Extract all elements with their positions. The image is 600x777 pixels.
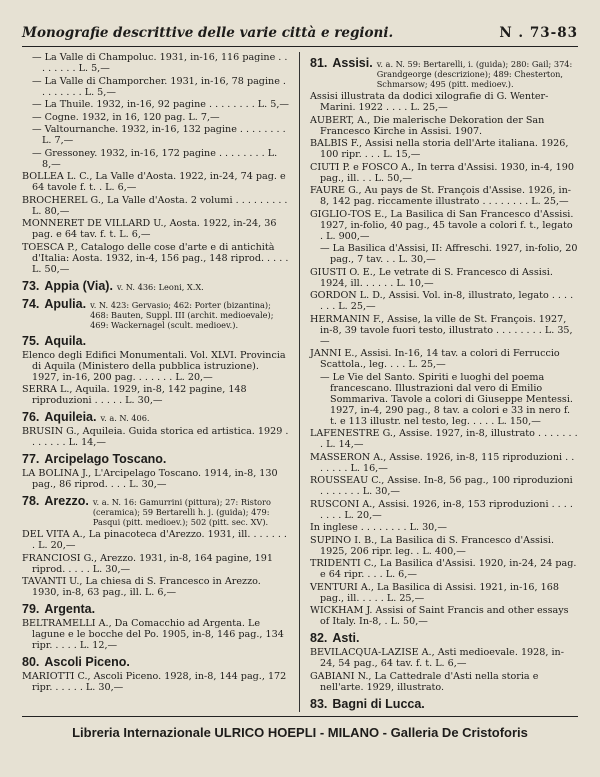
header-number-range: N . 73-83 (499, 25, 578, 41)
catalog-entry: WICKHAM J. Assisi of Saint Francis and other essays of Italy. In-8, . L. 50,— (310, 605, 569, 627)
catalog-entry: — Cogne. 1932, in 16, 120 pag. L. 7,— (32, 111, 220, 123)
section-82-entries (310, 647, 578, 693)
catalog-entry: — Gressoney. 1932, in-16, 172 pagine . . . . . . . . L. 8,— (32, 147, 278, 170)
catalog-entry: FAURE G., Au pays de St. François d'Assise. 1926, in-8, 142 pag. riccamente illustrato . . . . . . . . L. 25,— (310, 185, 572, 207)
section-73-heading (22, 279, 289, 293)
section-80-heading (22, 655, 289, 669)
section-name: Arezzo. (44, 494, 89, 508)
section-crossref: v. N. 436: Leoni, X.X. (116, 281, 204, 292)
section-number: 74. (22, 296, 40, 311)
section-81-heading (310, 56, 578, 89)
section-76-heading (22, 410, 289, 424)
section-75-entries (22, 350, 289, 407)
section-number: 79. (22, 602, 40, 616)
section-number: 80. (22, 655, 40, 669)
catalog-entry: BELTRAMELLI A., Da Comacchio ad Argenta. Le lagune e le bocche del Po. 1905, in-8, 146 pag., 134 ripr. . . . . L. 12,— (22, 618, 284, 651)
section-number: 82. (310, 631, 328, 645)
section-83-heading (310, 697, 578, 711)
section-name: Assisi. (332, 56, 373, 70)
catalog-entry: Elenco degli Edifici Monumentali. Vol. XLVI. Provincia di Aquila (Ministero della pubblica istruzione). 1927, in-16, 200 pag. . . . . . . L. 20,— (22, 349, 286, 383)
section-name: Aquila. (44, 333, 87, 348)
catalog-entry: BRUSIN G., Aquileia. Guida storica ed artistica. 1929 . . . . . . . L. 14,— (22, 426, 289, 448)
header-title: Monografie descrittive delle varie città e regioni. (22, 25, 394, 41)
section-name: Asti. (332, 631, 360, 645)
section-80-entries (22, 671, 289, 693)
catalog-entry: JANNI E., Assisi. In-16, 14 tav. a colori di Ferruccio Scattola., leg. . . . L. 25,— (310, 348, 560, 370)
footer-text: Libreria Internazionale ULRICO HOEPLI - MILANO - Galleria De Cristoforis (72, 724, 528, 740)
catalog-entry: VENTURI A., La Basilica di Assisi. 1921, in-16, 168 pag., ill. . . . . L. 25,— (310, 581, 559, 604)
catalog-entry: TAVANTI U., La chiesa di S. Francesco in Arezzo. 1930, in-8, 63 pag., ill. L. 6,— (22, 576, 261, 598)
catalog-entry: DEL VITA A., La pinacoteca d'Arezzo. 1931, ill. . . . . . . . L. 20,— (22, 529, 287, 551)
catalog-entry: — La Basilica d'Assisi, II: Affreschi. 1927, in-folio, 20 pag., 7 tav. . . L. 30,— (320, 243, 578, 265)
two-column-body (22, 52, 578, 712)
catalog-entry: GIGLIO-TOS E., La Basilica di San Francesco d'Assisi. 1927, in-folio, 40 pag., 45 tavole a colori f. t., legato . L. 900,— (310, 208, 574, 242)
catalog-entry: GORDON L. D., Assisi. Vol. in-8, illustrato, legato . . . . . . . L. 25,— (310, 290, 574, 312)
section-crossref: v. a. N. 406. (100, 413, 150, 423)
catalog-entry: BEVILACQUA-LAZISE A., Asti medioevale. 1928, in-24, 54 pag., 64 tav. f. t. L. 6,— (310, 647, 564, 669)
catalog-entry: LA BOLINA J., L'Arcipelago Toscano. 1914, in-8, 130 pag., 86 riprod. . . . L. 30,— (22, 468, 278, 490)
catalog-entry: BOLLEA L. C., La Valle d'Aosta. 1922, in-24, 74 pag. e 64 tavole f. t. . L. 6,— (22, 171, 286, 193)
catalog-entry: RUSCONI A., Assisi. 1926, in-8, 153 riproduzioni . . . . . . . . L. 20,— (310, 498, 573, 521)
section-crossref: v. a. N. 16: Gamurrini (pittura); 27: Ristoro (ceramica); 59 Bertarelli h. j. (guida); 479: Pasqui (pitt. medioev.); 502 (pitt. sec. XV). (92, 497, 271, 527)
catalog-entry: — La Valle di Champorcher. 1931, in-16, 78 pagine . . . . . . . . L. 5,— (32, 75, 286, 98)
catalog-entry: In inglese . . . . . . . . L. 30,— (310, 522, 447, 533)
section-name: Appia (Via). (44, 278, 113, 293)
catalog-entry: — Le Vie del Santo. Spiriti e luoghi del poema francescano. Illustrazioni dal vero di Emilio Sommariva. Tavole a colori di Giuseppe Mentessi. 1927, in-4, 290 pag., 8 tav. a colori e 33 in nero f. t. e 113 illustr. nel testo, leg. . . . . L. 150,— (320, 371, 573, 427)
section-79-entries (22, 618, 289, 651)
aosta-continued-list (22, 52, 289, 275)
catalog-entry: GABIANI N., La Cattedrale d'Asti nella storia e nell'arte. 1929, illustrato. (310, 670, 539, 693)
section-name: Bagni di Lucca. (332, 696, 425, 711)
section-81-entries (310, 91, 578, 627)
catalog-entry: BALBIS F., Assisi nella storia dell'Arte italiana. 1926, 100 ripr. . . . L. 15,— (310, 138, 569, 160)
section-75-heading (22, 334, 289, 348)
section-number: 81. (310, 56, 328, 70)
section-name: Argenta. (44, 602, 96, 616)
section-number: 83. (310, 696, 328, 711)
catalog-entry: BROCHEREL G., La Valle d'Aosta. 2 volumi . . . . . . . . . L. 80,— (22, 194, 288, 217)
section-78-entries (22, 529, 289, 598)
catalog-entry: Assisi illustrata da dodici xilografie di G. Wenter-Marini. 1922 . . . . L. 25,— (310, 91, 549, 113)
section-number: 77. (22, 452, 40, 466)
catalog-entry: LAFENESTRE G., Assise. 1927, in-8, illustrato . . . . . . . . L. 14,— (310, 428, 578, 450)
page-header (22, 20, 578, 47)
catalog-entry: — La Valle di Champoluc. 1931, in-16, 116 pagine . . . . . . . . L. 5,— (32, 52, 288, 74)
catalog-entry: — La Thuile. 1932, in-16, 92 pagine . . . . . . . . L. 5,— (32, 99, 290, 110)
catalog-entry: SERRA L., Aquila. 1929, in-8, 142 pagine, 148 riproduzioni . . . . . L. 30,— (22, 384, 247, 406)
section-number: 73. (22, 278, 40, 293)
section-77-heading (22, 452, 289, 466)
catalog-entry: — Valtournanche. 1932, in-16, 132 pagine . . . . . . . . L. 7,— (32, 124, 286, 146)
right-column (300, 52, 578, 712)
catalog-entry: FRANCIOSI G., Arezzo. 1931, in-8, 164 pagine, 191 riprod. . . . . L. 30,— (22, 552, 273, 575)
section-79-heading (22, 602, 289, 616)
section-crossref: v. a. N. 59: Bertarelli, i. (guida); 280: Gail; 374: Grandgeorge (descrizione); 489: Chesterton, Schmarsow; 495 (pitt. medioev.). (376, 59, 573, 89)
section-number: 78. (22, 494, 40, 508)
catalog-entry: GIUSTI O. E., Le vetrate di S. Francesco di Assisi. 1924, ill. . . . . . L. 10,— (310, 266, 553, 289)
catalog-entry: HERMANIN F., Assise, la ville de St. François. 1927, in-8, 39 tavole fuori testo, illustrato . . . . . . . . L. 35,— (310, 313, 573, 347)
catalog-entry: SUPINO I. B., La Basilica di S. Francesco d'Assisi. 1925, 206 ripr. leg. . L. 400,— (310, 534, 555, 557)
section-name: Aquileia. (44, 410, 97, 424)
section-82-heading (310, 631, 578, 645)
section-name: Ascoli Piceno. (44, 655, 130, 669)
catalog-entry: MARIOTTI C., Ascoli Piceno. 1928, in-8, 144 pag., 172 ripr. . . . . . L. 30,— (22, 671, 287, 693)
section-74-heading (22, 297, 289, 330)
catalog-entry: TRIDENTI C., La Basilica d'Assisi. 1920, in-24, 24 pag. e 64 ripr. . . . L. 6,— (310, 558, 577, 580)
catalog-entry: MASSERON A., Assise. 1926, in-8, 115 riproduzioni . . . . . . . L. 16,— (310, 451, 575, 474)
section-name: Apulia. (44, 296, 87, 311)
left-column (22, 52, 300, 712)
section-number: 76. (22, 410, 40, 424)
catalog-entry: AUBERT, A., Die malerische Dekoration der San Francesco Kirche in Assisi. 1907. (310, 114, 545, 137)
catalog-entry: CIUTI P. e FOSCO A., In terra d'Assisi. 1930, in-4, 190 pag., ill. . . L. 50,— (310, 161, 574, 184)
section-name: Arcipelago Toscano. (44, 452, 167, 466)
catalog-entry: ROUSSEAU C., Assise. In-8, 56 pag., 100 riproduzioni . . . . . . . L. 30,— (310, 475, 573, 497)
catalog-entry: TOESCA P., Catalogo delle cose d'arte e di antichità d'Italia: Aosta. 1932, in-4, 156 pag., 148 riprod. . . . . L. 50,— (22, 241, 289, 275)
section-78-heading (22, 494, 289, 527)
catalog-entry: MONNERET DE VILLARD U., Aosta. 1922, in-24, 36 pag. e 64 tav. f. t. L. 6,— (22, 218, 277, 240)
section-76-entries (22, 426, 289, 448)
publisher-footer (22, 716, 578, 747)
section-77-entries (22, 468, 289, 490)
section-number: 75. (22, 333, 40, 348)
section-crossref: v. N. 423: Gervasio; 462: Porter (bizantina); 468: Bauten, Suppl. III (archit. medioevale); 469: Wackernagel (scult. medioev.). (90, 299, 274, 330)
